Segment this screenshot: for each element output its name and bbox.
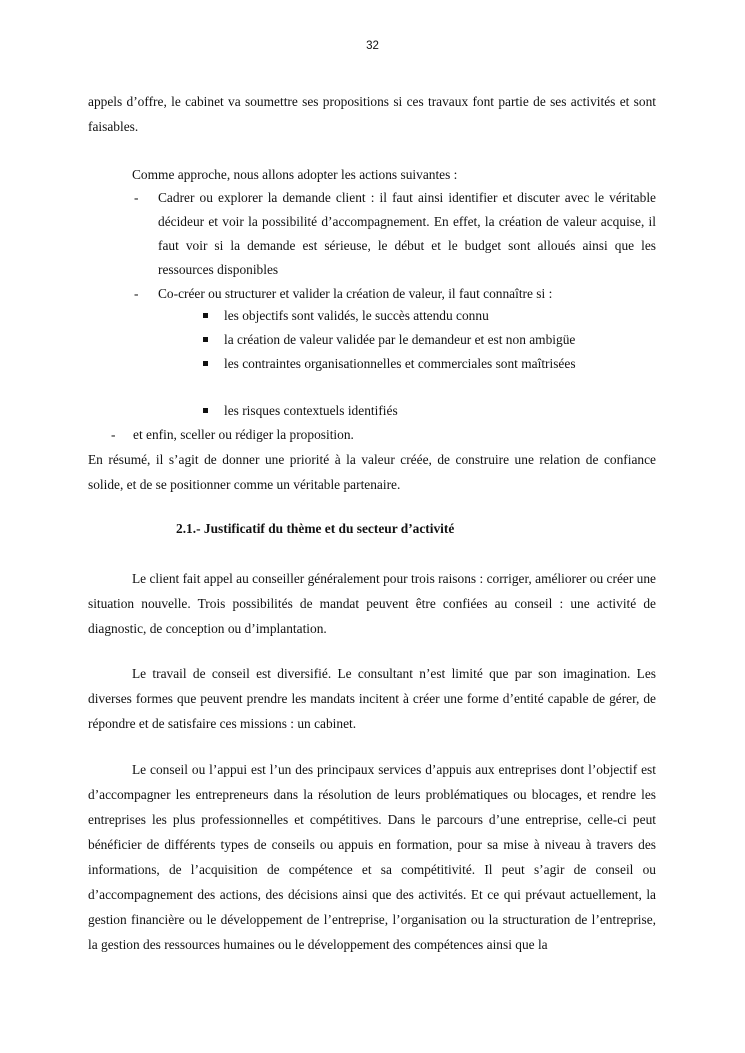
dash-marker: - [134,190,139,205]
bullet-icon [203,313,208,318]
bullet-icon [203,337,208,342]
bullet-icon [203,408,208,413]
bullet-item: les objectifs sont validés, le succès attendu connu [224,308,489,323]
list-item: Cadrer ou explorer la demande client : il faut ainsi identifier et discuter avec le véritable décideur et voir la possibilité d’accompagnement. En effet, la création de valeur acquise, il faut voir si la demande est sérieuse, le début et le budget sont alloués ainsi que les ressources disponibles [158,190,656,277]
section-heading: 2.1.- Justificatif du thème et du secteur d’activité [176,521,455,536]
list-item: Co-créer ou structurer et valider la création de valeur, il faut connaître si : [158,286,553,301]
bullet-item: les contraintes organisationnelles et commerciales sont maîtrisées [224,356,576,371]
paragraph-intro: appels d’offre, le cabinet va soumettre ses propositions si ces travaux font partie de ses activités et sont faisables. [88,94,656,134]
dash-marker: - [134,286,139,301]
page-number: 32 [366,40,379,52]
dash-marker: - [111,427,116,442]
paragraph: Le conseil ou l’appui est l’un des principaux services d’appuis aux entreprises dont l’objectif est d’accompagner les entrepreneurs dans la résolution de leurs problématiques ou blocages, et rendre les entreprises les plus professionnelles et compétitives. Dans le parcours d’une entreprise, celle-ci peut bénéficier de différents types de conseils ou appuis en formation, pour sa mise à niveau à travers des informations, de l’acquisition de compétence et sa compétitivité. Il peut s’agir de conseil ou d’accompagnement des actions, des décisions ainsi que des activités. Et ce qui prévaut actuellement, la gestion financière ou le développement de l’entreprise, l’organisation ou la structuration de l’entreprise, la gestion des ressources humaines ou le développement des compétences ainsi que la [88,762,656,952]
bullet-item: les risques contextuels identifiés [224,403,398,418]
bullet-item: la création de valeur validée par le demandeur et est non ambigüe [224,332,576,347]
bullet-icon [203,361,208,366]
paragraph: Le travail de conseil est diversifié. Le consultant n’est limité que par son imagination. Les diverses formes que peuvent prendre les mandats incitent à créer une forme d’entité capable de gérer, de répondre et de satisfaire ces missions : un cabinet. [88,666,656,731]
approach-intro: Comme approche, nous allons adopter les actions suivantes : [132,167,458,182]
summary-paragraph: En résumé, il s’agit de donner une priorité à la valeur créée, de construire une relation de confiance solide, et de se positionner comme un véritable partenaire. [88,452,656,492]
final-list-item: et enfin, sceller ou rédiger la proposition. [133,427,354,442]
paragraph: Le client fait appel au conseiller généralement pour trois raisons : corriger, améliorer ou créer une situation nouvelle. Trois possibilités de mandat peuvent être confiées au conseil : une activité de diagnostic, de conception ou d’implantation. [88,571,656,636]
